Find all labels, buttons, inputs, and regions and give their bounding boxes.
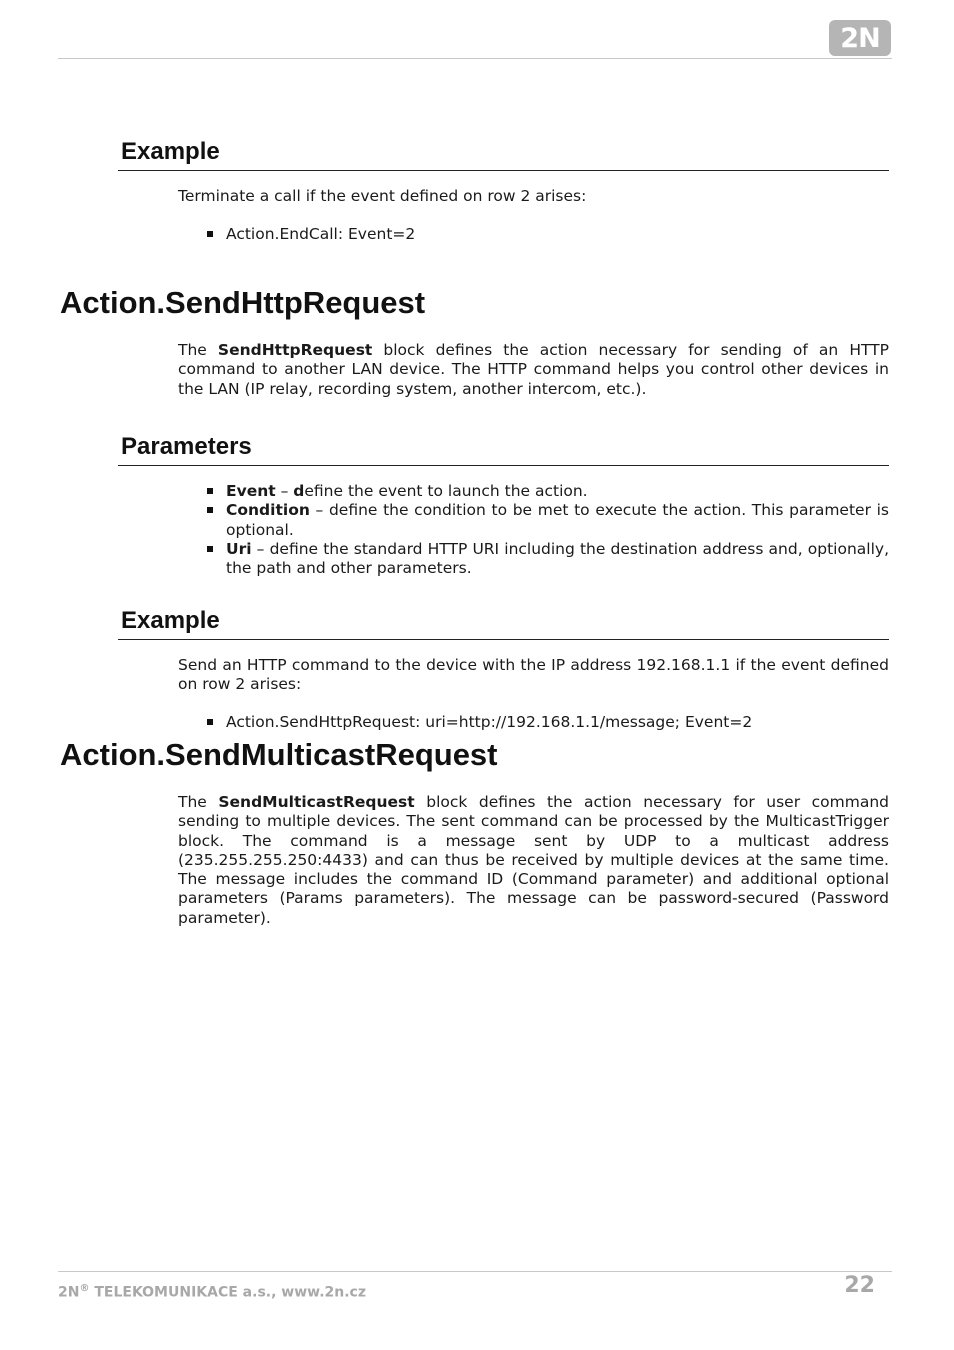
parameter-name: Event <box>226 482 276 500</box>
footer-company-text: TELEKOMUNIKACE a.s., www.2n.cz <box>89 1284 366 1301</box>
bullet-square-icon <box>207 231 213 237</box>
parameter-sep: – <box>251 539 270 558</box>
brand-logo <box>829 20 891 56</box>
desc-text: The <box>178 793 219 811</box>
bullet-square-icon <box>207 546 213 552</box>
parameter-sep: – <box>275 482 294 500</box>
parameter-item-condition <box>206 501 889 540</box>
footer-rule <box>58 1271 892 1272</box>
logo-text: 2N <box>840 22 880 54</box>
bullet-square-icon <box>207 507 213 513</box>
footer-company <box>58 1280 366 1302</box>
list-item <box>206 713 889 732</box>
example-intro-2: Send an HTTP command to the device with the IP address 192.168.1.1 if the event defined on row 2 arises: <box>178 656 889 694</box>
example-intro-1: Terminate a call if the event defined on row 2 arises: <box>178 187 587 205</box>
list-item <box>206 225 889 244</box>
list-item-text: Action.EndCall: Event=2 <box>226 225 416 243</box>
example-heading-2: Example <box>118 607 889 640</box>
parameter-item-event <box>206 482 889 501</box>
example-list-1 <box>206 225 889 244</box>
parameter-lead: d <box>293 482 305 500</box>
desc-keyword: SendMulticastRequest <box>218 793 415 811</box>
parameters-heading: Parameters <box>118 433 889 466</box>
section-title-send-multicast: Action.SendMulticastRequest <box>60 737 498 772</box>
page-number: 22 <box>844 1273 875 1298</box>
header-rule <box>58 58 892 59</box>
parameter-name: Uri <box>226 539 252 558</box>
desc-keyword: SendHttpRequest <box>217 341 373 359</box>
bullet-square-icon <box>207 488 213 494</box>
registered-mark: ® <box>79 1283 90 1294</box>
bullet-square-icon <box>207 719 213 725</box>
parameter-item-uri <box>206 540 889 579</box>
footer-brand: 2N <box>58 1284 80 1301</box>
desc-text: block defines the action necessary for user command sending to multiple devices. The sent command can be processed by the MulticastTrigger block. The command is a message sent by UDP to a multicast address (235.255.255.250:4433) and can thus be received by multiple devices at the same time. The message includes the command ID (Command parameter) and additional optional parameters (Params parameters). The message can be password-secured (Password parameter). <box>178 793 889 927</box>
example-list-2 <box>206 713 889 732</box>
parameter-name: Condition <box>226 501 310 520</box>
send-multicast-description <box>178 793 889 928</box>
desc-text: block defines the action necessary for sending of an HTTP command to another LAN device. The HTTP command helps you control other devices in the LAN (IP relay, recording system, another intercom, etc.). <box>178 341 889 398</box>
send-http-description <box>178 341 889 399</box>
desc-text: The <box>178 341 218 359</box>
section-title-send-http: Action.SendHttpRequest <box>60 285 426 320</box>
parameter-sep: – <box>309 501 329 520</box>
list-item-text: Action.SendHttpRequest: uri=http://192.168.1.1/message; Event=2 <box>226 713 753 731</box>
parameter-text: define the standard HTTP URI including the destination address and, optionally, the path and other parameters. <box>226 539 889 578</box>
parameter-text: efine the event to launch the action. <box>304 482 588 500</box>
example-heading-1: Example <box>118 138 889 171</box>
parameter-text: define the condition to be met to execute the action. This parameter is optional. <box>226 501 889 539</box>
parameters-list <box>206 482 889 578</box>
